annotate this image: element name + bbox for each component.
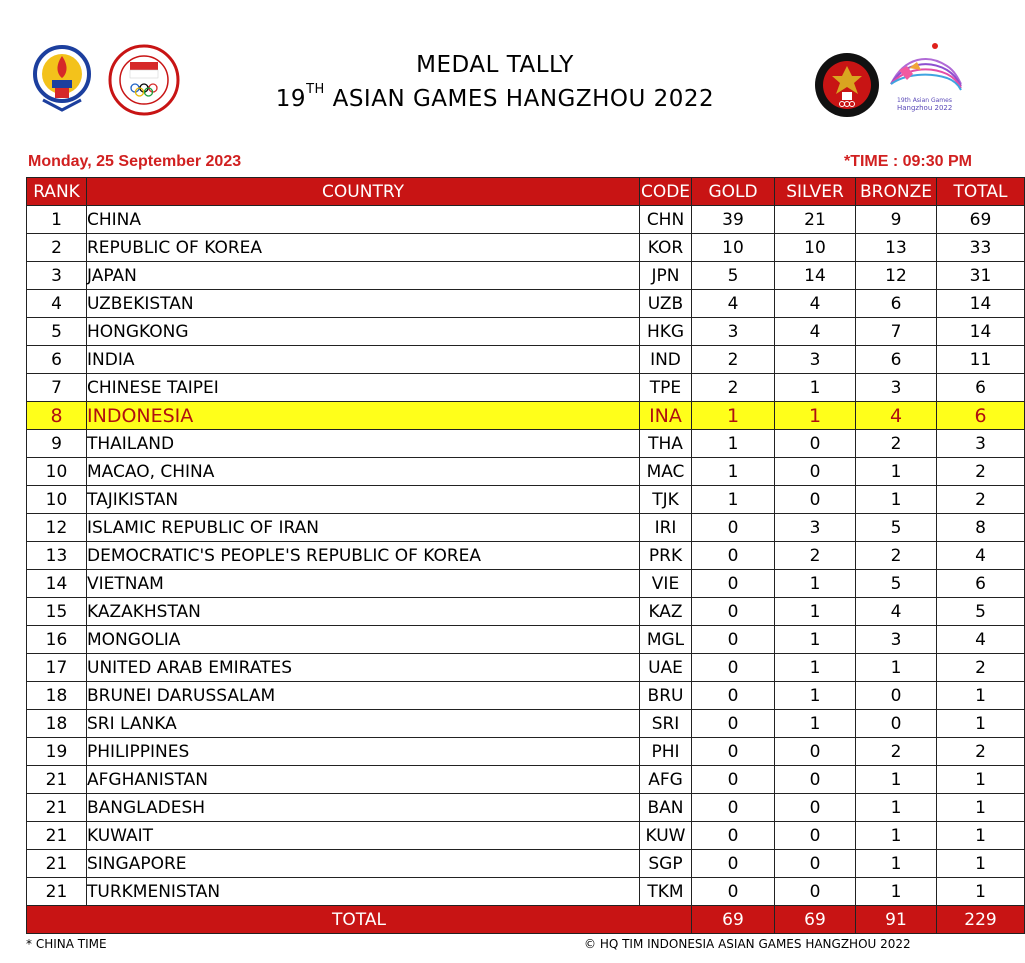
cell-silver: 1 — [775, 682, 856, 710]
svg-text:19th Asian Games: 19th Asian Games — [897, 97, 952, 104]
cell-silver: 1 — [775, 570, 856, 598]
cell-silver: 1 — [775, 402, 856, 430]
cell-country: BANGLADESH — [87, 794, 640, 822]
cell-country: TAJIKISTAN — [87, 486, 640, 514]
table-row — [27, 766, 1025, 794]
column-header-silver: SILVER — [775, 178, 856, 206]
cell-country: MACAO, CHINA — [87, 458, 640, 486]
cell-gold: 3 — [692, 318, 775, 346]
event-name: ASIAN GAMES HANGZHOU 2022 — [324, 86, 715, 112]
cell-rank: 13 — [27, 542, 87, 570]
cell-bronze: 4 — [856, 598, 937, 626]
cell-rank: 18 — [27, 682, 87, 710]
cell-rank: 3 — [27, 262, 87, 290]
cell-gold: 0 — [692, 822, 775, 850]
report-time: *TIME : 09:30 PM — [843, 153, 972, 170]
cell-gold: 0 — [692, 542, 775, 570]
cell-silver: 2 — [775, 542, 856, 570]
edition-number: 19 — [275, 86, 307, 112]
cell-bronze: 1 — [856, 878, 937, 906]
cell-code: PHI — [640, 738, 692, 766]
cell-code: KUW — [640, 822, 692, 850]
cell-total: 6 — [937, 402, 1025, 430]
cell-silver: 0 — [775, 486, 856, 514]
cell-silver: 0 — [775, 878, 856, 906]
cell-bronze: 1 — [856, 458, 937, 486]
cell-code: TJK — [640, 486, 692, 514]
timezone-note: * CHINA TIME — [26, 937, 107, 951]
cell-gold: 0 — [692, 682, 775, 710]
cell-rank: 5 — [27, 318, 87, 346]
cell-gold: 0 — [692, 654, 775, 682]
table-row — [27, 234, 1025, 262]
column-header-bronze: BRONZE — [856, 178, 937, 206]
cell-gold: 39 — [692, 206, 775, 234]
totals-gold: 69 — [692, 906, 775, 934]
cell-country: SRI LANKA — [87, 710, 640, 738]
table-row — [27, 458, 1025, 486]
cell-gold: 4 — [692, 290, 775, 318]
cell-bronze: 1 — [856, 654, 937, 682]
report-header — [0, 0, 990, 150]
cell-rank: 1 — [27, 206, 87, 234]
cell-code: MAC — [640, 458, 692, 486]
cell-rank: 9 — [27, 430, 87, 458]
cell-total: 1 — [937, 878, 1025, 906]
cell-rank: 21 — [27, 878, 87, 906]
cell-gold: 1 — [692, 430, 775, 458]
cell-bronze: 7 — [856, 318, 937, 346]
cell-silver: 10 — [775, 234, 856, 262]
table-row — [27, 570, 1025, 598]
cell-gold: 0 — [692, 570, 775, 598]
cell-bronze: 2 — [856, 430, 937, 458]
medal-table — [26, 177, 1025, 934]
cell-code: KOR — [640, 234, 692, 262]
table-row — [27, 374, 1025, 402]
cell-code: SGP — [640, 850, 692, 878]
cell-bronze: 4 — [856, 402, 937, 430]
cell-code: JPN — [640, 262, 692, 290]
cell-rank: 15 — [27, 598, 87, 626]
cell-rank: 7 — [27, 374, 87, 402]
cell-silver: 0 — [775, 822, 856, 850]
cell-silver: 0 — [775, 738, 856, 766]
table-body — [27, 206, 1025, 906]
table-row — [27, 794, 1025, 822]
svg-text:Hangzhou 2022: Hangzhou 2022 — [897, 104, 953, 112]
cell-bronze: 9 — [856, 206, 937, 234]
cell-total: 14 — [937, 290, 1025, 318]
cell-rank: 19 — [27, 738, 87, 766]
cell-code: AFG — [640, 766, 692, 794]
table-row — [27, 598, 1025, 626]
cell-rank: 21 — [27, 850, 87, 878]
cell-country: TURKMENISTAN — [87, 878, 640, 906]
cell-gold: 1 — [692, 458, 775, 486]
table-row — [27, 262, 1025, 290]
totals-total: 229 — [937, 906, 1025, 934]
cell-total: 31 — [937, 262, 1025, 290]
cell-silver: 0 — [775, 794, 856, 822]
column-header-gold: GOLD — [692, 178, 775, 206]
table-row — [27, 654, 1025, 682]
cell-bronze: 6 — [856, 290, 937, 318]
cell-rank: 10 — [27, 458, 87, 486]
cell-bronze: 1 — [856, 486, 937, 514]
cell-country: INDIA — [87, 346, 640, 374]
cell-rank: 2 — [27, 234, 87, 262]
table-row — [27, 850, 1025, 878]
cell-silver: 0 — [775, 850, 856, 878]
table-header-row — [27, 178, 1025, 206]
cell-country: HONGKONG — [87, 318, 640, 346]
cell-country: CHINESE TAIPEI — [87, 374, 640, 402]
cell-silver: 3 — [775, 514, 856, 542]
cell-rank: 18 — [27, 710, 87, 738]
cell-silver: 21 — [775, 206, 856, 234]
table-row — [27, 682, 1025, 710]
cell-gold: 0 — [692, 514, 775, 542]
totals-silver: 69 — [775, 906, 856, 934]
cell-silver: 0 — [775, 458, 856, 486]
table-row — [27, 626, 1025, 654]
cell-total: 2 — [937, 738, 1025, 766]
cell-country: DEMOCRATIC'S PEOPLE'S REPUBLIC OF KOREA — [87, 542, 640, 570]
cell-silver: 14 — [775, 262, 856, 290]
table-row — [27, 710, 1025, 738]
cell-rank: 6 — [27, 346, 87, 374]
cell-gold: 5 — [692, 262, 775, 290]
cell-total: 14 — [937, 318, 1025, 346]
cell-gold: 1 — [692, 402, 775, 430]
cell-country: THAILAND — [87, 430, 640, 458]
table-row — [27, 430, 1025, 458]
cell-silver: 0 — [775, 766, 856, 794]
cell-rank: 21 — [27, 794, 87, 822]
cell-total: 2 — [937, 458, 1025, 486]
cell-total: 6 — [937, 570, 1025, 598]
cell-country: MONGOLIA — [87, 626, 640, 654]
cell-code: VIE — [640, 570, 692, 598]
table-row — [27, 822, 1025, 850]
cell-gold: 0 — [692, 850, 775, 878]
cell-rank: 12 — [27, 514, 87, 542]
cell-total: 1 — [937, 850, 1025, 878]
cell-bronze: 0 — [856, 710, 937, 738]
cell-bronze: 5 — [856, 514, 937, 542]
cell-total: 11 — [937, 346, 1025, 374]
cell-bronze: 1 — [856, 850, 937, 878]
cell-country: SINGAPORE — [87, 850, 640, 878]
cell-code: MGL — [640, 626, 692, 654]
cell-rank: 14 — [27, 570, 87, 598]
cell-country: CHINA — [87, 206, 640, 234]
cell-country: ISLAMIC REPUBLIC OF IRAN — [87, 514, 640, 542]
cell-code: BRU — [640, 682, 692, 710]
cell-gold: 2 — [692, 374, 775, 402]
table-row — [27, 486, 1025, 514]
cell-code: UZB — [640, 290, 692, 318]
cell-code: INA — [640, 402, 692, 430]
cell-code: TKM — [640, 878, 692, 906]
report-title: MEDAL TALLY — [416, 52, 574, 78]
cell-rank: 16 — [27, 626, 87, 654]
cell-country: REPUBLIC OF KOREA — [87, 234, 640, 262]
cell-silver: 1 — [775, 598, 856, 626]
report-date: Monday, 25 September 2023 — [28, 153, 242, 170]
cell-country: JAPAN — [87, 262, 640, 290]
cell-total: 33 — [937, 234, 1025, 262]
cell-gold: 0 — [692, 710, 775, 738]
table-row — [27, 290, 1025, 318]
cell-bronze: 1 — [856, 794, 937, 822]
cell-code: BAN — [640, 794, 692, 822]
cell-country: AFGHANISTAN — [87, 766, 640, 794]
cell-country: PHILIPPINES — [87, 738, 640, 766]
cell-code: CHN — [640, 206, 692, 234]
cell-total: 2 — [937, 654, 1025, 682]
cell-bronze: 2 — [856, 738, 937, 766]
cell-total: 1 — [937, 766, 1025, 794]
cell-total: 8 — [937, 514, 1025, 542]
column-header-rank: RANK — [27, 178, 87, 206]
cell-silver: 4 — [775, 318, 856, 346]
cell-silver: 4 — [775, 290, 856, 318]
asian-games-logo — [885, 40, 965, 112]
cell-total: 3 — [937, 430, 1025, 458]
cell-silver: 1 — [775, 374, 856, 402]
cell-code: TPE — [640, 374, 692, 402]
cell-gold: 0 — [692, 626, 775, 654]
cell-gold: 0 — [692, 878, 775, 906]
cell-gold: 0 — [692, 598, 775, 626]
cell-bronze: 2 — [856, 542, 937, 570]
cell-bronze: 3 — [856, 626, 937, 654]
cell-country: INDONESIA — [87, 402, 640, 430]
table-row — [27, 878, 1025, 906]
table-row — [27, 402, 1025, 430]
cell-total: 4 — [937, 542, 1025, 570]
cell-code: THA — [640, 430, 692, 458]
cell-gold: 10 — [692, 234, 775, 262]
totals-row — [27, 906, 1025, 934]
cell-silver: 0 — [775, 430, 856, 458]
cell-total: 69 — [937, 206, 1025, 234]
table-row — [27, 542, 1025, 570]
cell-gold: 0 — [692, 738, 775, 766]
cell-gold: 1 — [692, 486, 775, 514]
cell-code: SRI — [640, 710, 692, 738]
totals-bronze: 91 — [856, 906, 937, 934]
cell-rank: 10 — [27, 486, 87, 514]
cell-rank: 4 — [27, 290, 87, 318]
cell-rank: 21 — [27, 766, 87, 794]
cell-country: UZBEKISTAN — [87, 290, 640, 318]
cell-bronze: 5 — [856, 570, 937, 598]
cell-country: VIETNAM — [87, 570, 640, 598]
cell-country: BRUNEI DARUSSALAM — [87, 682, 640, 710]
cell-total: 1 — [937, 794, 1025, 822]
column-header-code: CODE — [640, 178, 692, 206]
cell-rank: 21 — [27, 822, 87, 850]
cell-gold: 0 — [692, 794, 775, 822]
cell-gold: 0 — [692, 766, 775, 794]
cell-total: 1 — [937, 682, 1025, 710]
cell-rank: 8 — [27, 402, 87, 430]
table-row — [27, 514, 1025, 542]
cell-silver: 1 — [775, 626, 856, 654]
cell-country: UNITED ARAB EMIRATES — [87, 654, 640, 682]
table-row — [27, 318, 1025, 346]
cell-gold: 2 — [692, 346, 775, 374]
cell-silver: 1 — [775, 654, 856, 682]
cell-silver: 3 — [775, 346, 856, 374]
copyright-note: © HQ TIM INDONESIA ASIAN GAMES HANGZHOU 2022 — [584, 937, 911, 951]
table-row — [27, 346, 1025, 374]
cell-bronze: 12 — [856, 262, 937, 290]
cell-bronze: 1 — [856, 822, 937, 850]
cell-code: HKG — [640, 318, 692, 346]
table-row — [27, 206, 1025, 234]
cell-total: 2 — [937, 486, 1025, 514]
cell-bronze: 6 — [856, 346, 937, 374]
cell-total: 1 — [937, 710, 1025, 738]
cell-total: 4 — [937, 626, 1025, 654]
totals-label: TOTAL — [27, 906, 692, 934]
cell-bronze: 3 — [856, 374, 937, 402]
cell-silver: 1 — [775, 710, 856, 738]
table-row — [27, 738, 1025, 766]
cell-total: 1 — [937, 822, 1025, 850]
column-header-country: COUNTRY — [87, 178, 640, 206]
cell-code: IRI — [640, 514, 692, 542]
cell-bronze: 1 — [856, 766, 937, 794]
cell-country: KUWAIT — [87, 822, 640, 850]
tim-indonesia-logo — [814, 52, 880, 118]
cell-total: 5 — [937, 598, 1025, 626]
cell-bronze: 0 — [856, 682, 937, 710]
cell-code: IND — [640, 346, 692, 374]
cell-code: PRK — [640, 542, 692, 570]
cell-rank: 17 — [27, 654, 87, 682]
cell-bronze: 13 — [856, 234, 937, 262]
cell-code: KAZ — [640, 598, 692, 626]
column-header-total: TOTAL — [937, 178, 1025, 206]
cell-code: UAE — [640, 654, 692, 682]
cell-total: 6 — [937, 374, 1025, 402]
cell-country: KAZAKHSTAN — [87, 598, 640, 626]
edition-suffix: TH — [306, 82, 325, 98]
